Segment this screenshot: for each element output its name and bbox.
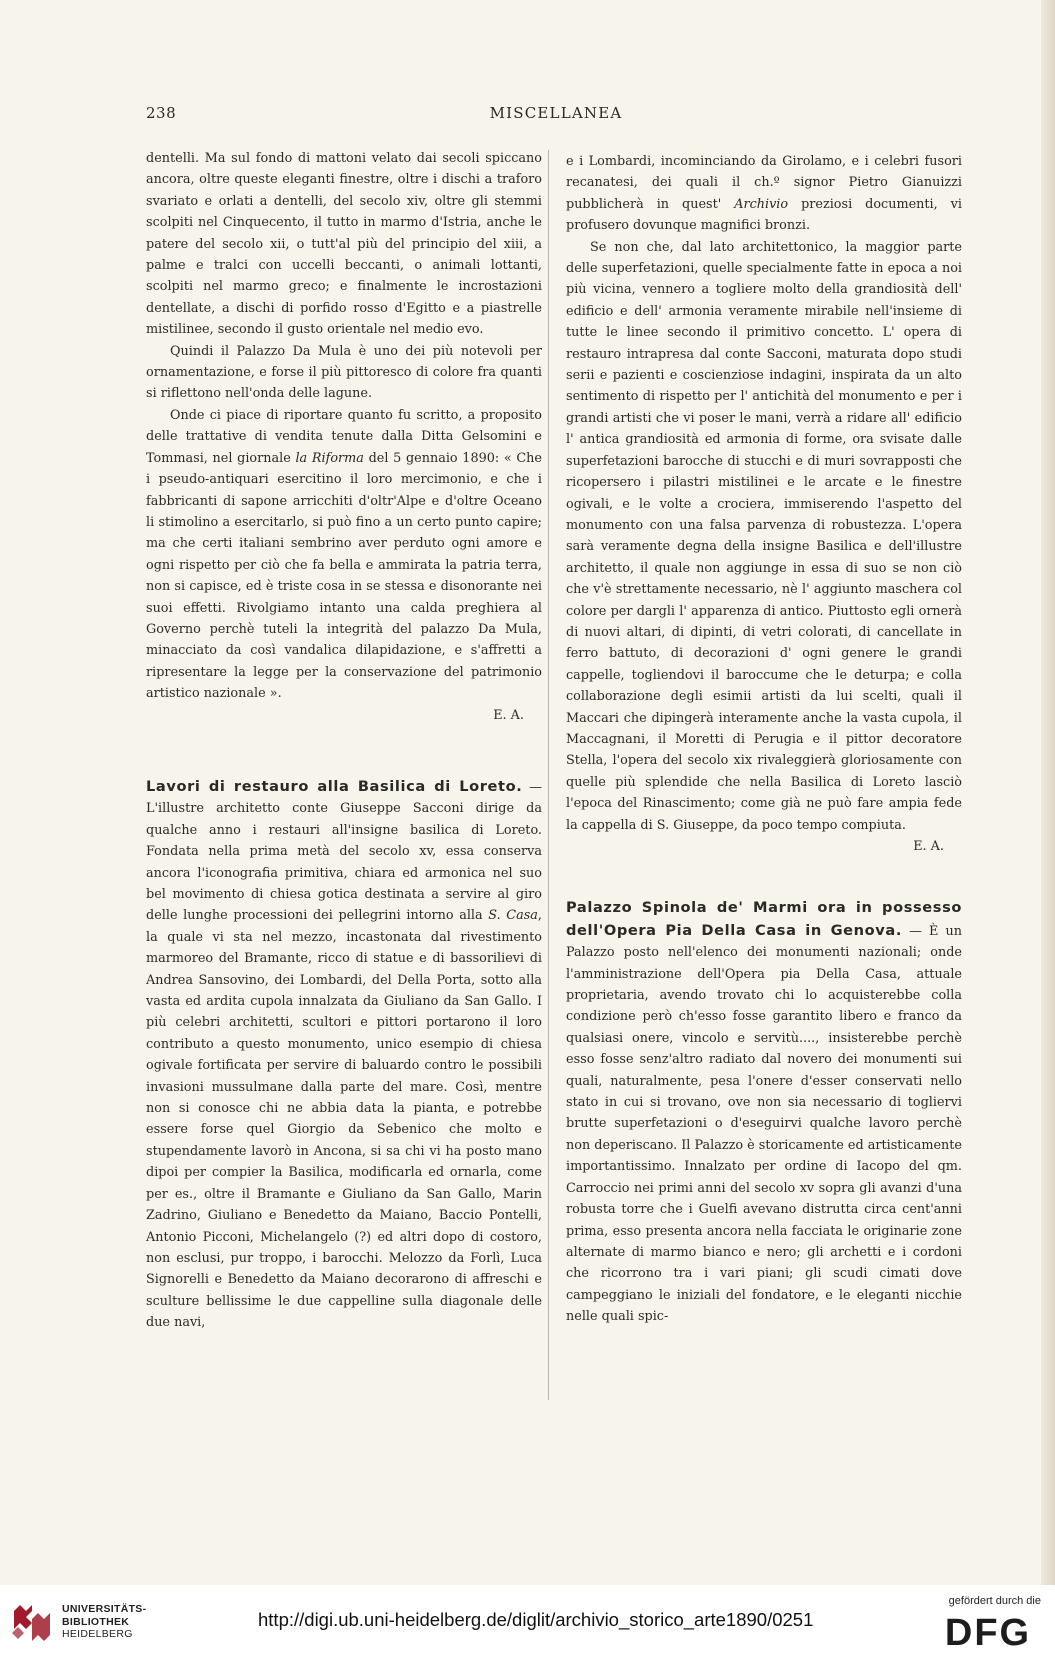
paragraph: Se non che, dal lato architettonico, la maggior parte delle superfetazioni, quelle specialmente fatte in epoca a noi più vicina, vennero a togliere molto della grandiosità dell' edificio e dell' armonia veramente mirabile nell'insieme di tutte le linee secondo il primitivo concetto. L' opera di restauro intrapresa dal conte Sacconi, maturata dopo studi serii e pazienti e coscienziose indagini, inspirata da un alto sentimento di rispetto per l' antichità del monumento e per i grandi artisti che vi poser le mani, verrà a ridare all' edificio l' antica grandiosità ed armonia di forme, ora svisate dalle superfetazioni barocche di stucchi e di muri sovrapposti che ricopersero i pilastri mistilinei e le arcate e le finestre ogivali, e le volte a crociera, immiserendo l'aspetto del monumento con una falsa parvenza di robustezza. L'opera sarà veramente degna della insigne Basilica e dell'illustre architetto, il quale non aggiunge in essa di suo se non ciò che v'è strettamente necessario, nè l' aggiunto maschera col colore per dargli l' apparenza di antico. Piuttosto egli ornerà di nuovi altari, di dipinti, di vetri colorati, di cancellate in ferro battuto, di decorazioni d' ogni genere le grandi cappelle, togliendovi il baroccume che le deturpa; e colla collaborazione degli esimii artisti da lui scelti, quali il Maccari che dipingerà interamente anche la vasta cupola, il Maccagnani, il Moretti di Perugia e il pittor decoratore Stella, l'opera del secolo xix rivaleggierà gloriosamente con quelle più splendide che nella Basilica di Loreto lasciò l'epoca del Rinascimento; come già ne può fare ampia fede la cappella di S. Giuseppe, da poco tempo compiuta. <box>566 239 962 833</box>
paragraph: dentelli. Ma sul fondo di mattoni velato dai secoli spiccano ancora, oltre queste eleganti finestre, oltre i dischi a traforo svariato e orlati a dentelli, del secolo xiv, oltre gli stemmi scolpiti nel Cinquecento, il tutto in marmo d'Istria, anche le patere del secolo xii, o tutt'al più del principio del xiii, a palme e tralci con uccelli beccanti, o animali lottanti, scolpiti nel marmo greco; e finalmente le incrostazioni dentellate, a dischi di porfido rosso d'Egitto e a piastrelle mistilinee, secondo il gusto orientale nel medio evo. <box>146 151 542 338</box>
library-name <box>62 1603 146 1641</box>
author-signature: E. A. <box>493 707 524 723</box>
paragraph-text: del 5 gennaio 1890: « Che i pseudo-antiquari esercitino il loro mercimonio, e che i fabbricanti di sapone arricchiti d'oltr'Alpe e d'oltre Oceano li stimolino a esercitarlo, si può fino a un certo punto capire; ma che certi italiani sembrino aver perduto ogni amore e ogni rispetto per ciò che fa bella e ammirata la patria terra, non si capisce, ed è triste cosa in se stessa e disonorante nei suoi effetti. Rivolgiamo intanto una calda preghiera al Governo perchè tuteli la integrità del palazzo Da Mula, minacciato da così vandalica dilapidazione, e s'affretti a ripresentare la legge per la conservazione del patrimonio artistico nazionale ». <box>146 450 542 702</box>
newspaper-title: la Riforma <box>295 450 364 466</box>
funding-note: gefördert durch die <box>948 1595 1041 1607</box>
article-paragraph <box>146 776 542 1334</box>
running-title: MISCELLANEA <box>489 104 623 122</box>
article-title: Lavori di restauro alla Basilica di Loreto. <box>146 777 523 795</box>
dfg-logo-icon <box>935 1611 1041 1649</box>
right-column <box>566 151 962 1328</box>
italic-term: S. Casa <box>488 908 538 924</box>
left-column <box>146 148 542 1334</box>
paragraph-text: — È un Palazzo posto nell'elenco dei monumenti nazionali; onde l'amministrazione dell'Opera pia Della Casa, attuale proprietaria, avendo trovato chi lo acquisterebbe colla condizione però ch'esso fosse garantito libero e franco da qualsiasi onere, vincolo e servitù...., insisterebbe perchè esso fosse senz'altro radiato dal novero dei monumenti sui quali, naturalmente, pesa l'onere d'esser conservati nello stato in cui si trovano, ove non sia necessario di togliervi brutte superfetazioni o d'eseguirvi qualche lavoro perchè non deperiscano. Il Palazzo è storicamente ed artisticamente importantissimo. Innalzato per ordine di Iacopo del qm. Carroccio nei primi anni del secolo xv sopra gli avanzi d'una robusta torre che i Guelfi avevano distrutta circa cent'anni prima, esso presenta ancora nella facciata le originarie zone alternate di marmo bianco e nero; gli archetti e i cordoni che ricorrono tra i vari piani; gli scudi cimati dove campeggiano le iniziali del fondatore, e le eleganti nicchie nelle quali spic- <box>566 923 962 1325</box>
author-signature: E. A. <box>913 839 944 854</box>
library-name-line: BIBLIOTHEK <box>62 1615 130 1628</box>
article-paragraph <box>566 897 962 1327</box>
paragraph-text: e i Lombardi, incominciando da Girolamo, e i celebri fusori recanatesi, dei quali il ch.º signor Pietro Gianuizzi pubblicherà in quest' <box>566 154 962 212</box>
paragraph-text: preziosi documenti, vi profusero dovunque magnifici bronzi. <box>566 196 962 234</box>
paragraph: Quindi il Palazzo Da Mula è uno dei più notevoli per ornamentazione, e forse il più pittoresco di colore fra quanti si riflettono nell'onda delle lagune. <box>146 343 542 402</box>
article-title: Palazzo Spinola de' Marmi ora in possesso dell'Opera Pia Della Casa in Genova. <box>566 899 962 939</box>
library-name-line: HEIDELBERG <box>62 1628 133 1640</box>
column-divider <box>548 150 549 1400</box>
paragraph <box>146 405 542 705</box>
library-name-line: UNIVERSITÄTS- <box>62 1603 147 1615</box>
permalink-url[interactable]: http://digi.ub.uni-heidelberg.de/diglit/archivio_storico_arte1890/0251 <box>258 1609 814 1630</box>
university-library-logo-icon <box>10 1605 54 1643</box>
paragraph-text: Onde ci piace di riportare quanto fu scritto, a proposito delle trattative di vendita tenute dalla Ditta Gelsomini e Tommasi, nel giornale <box>146 407 542 466</box>
journal-title: Archivio <box>734 196 789 212</box>
running-head <box>146 104 966 124</box>
page-number: 238 <box>146 104 177 122</box>
dfg-logo-text: DFG <box>944 1612 1032 1649</box>
page-edge-shadow <box>1041 0 1055 1585</box>
section-gap <box>566 857 962 897</box>
footer-bar <box>0 1585 1055 1658</box>
paragraph <box>566 151 962 237</box>
section-gap <box>146 726 542 776</box>
paragraph-text: — L'illustre architetto conte Giuseppe Sacconi dirige da qualche anno i restauri all'insigne basilica di Loreto. Fondata nella prima metà del secolo xv, essa conserva ancora l'iconografia primitiva, chiara ed armonica nel suo bel movimento di chiesa gotica destinata a servire al giro delle lunghe processioni dei pellegrini intorno alla <box>146 779 542 924</box>
paragraph-text: , la quale vi sta nel mezzo, incastonata dal rivestimento marmoreo del Bramante, ricco di statue e di bassorilievi di Andrea Sansovino, dei Lombardi, del Della Porta, sotto alla vasta ed ardita cupola innalzata da Giuliano da San Gallo. I più celebri architetti, scultori e pittori portarono il loro contributo a questo monumento, unico esempio di chiesa ogivale fortificata per servire di baluardo contro le possibili invasioni mussulmane dalla parte del mare. Così, mentre non si conosce chi ne abbia data la pianta, e potrebbe essere forse quel Giorgio da Sebenico che molto e stupendamente lavorò in Ancona, si sa chi vi ha posto mano dipoi per compier la Basilica, modificarla ed ornarla, come per es., oltre il Bramante e Giuliano da San Gallo, Marin Zadrino, Giuliano e Benedetto da Maiano, Baccio Pontelli, Antonio Picconi, Michelangelo (?) ed altri dopo di costoro, non esclusi, pur troppo, i barocchi. Melozzo da Forlì, Luca Signorelli e Benedetto da Maiano decorarono di affreschi e sculture bellissime le due cappelline sulla diagonale delle due navi, <box>146 908 542 1331</box>
